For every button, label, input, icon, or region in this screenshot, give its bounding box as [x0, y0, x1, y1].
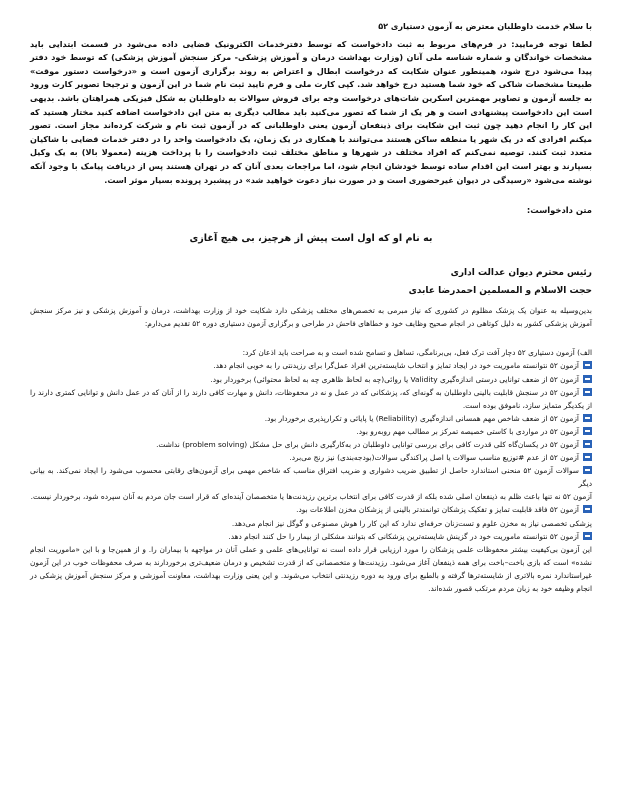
arrow-square-icon: [583, 414, 592, 422]
list-item-text: آزمون ۵۲ در مواردی با کاستی خصیصه تمرکز بر مطالب مهم روبه‌رو بود.: [356, 426, 579, 436]
list-item: [30, 451, 592, 464]
list-item: [30, 438, 592, 451]
arrow-square-icon: [583, 440, 592, 448]
petition-heading: به نام او که اول است پیش از هرچیز، بی هیچ آغازی: [189, 233, 433, 245]
list-item-text: سوالات آزمون ۵۲ منحنی استاندارد حاصل از تطبیق ضریب دشواری و ضریب افتراق مناسب که شاخص مهمی برای آزمون‌های رقابتی محسوب می‌شود را ایجاد نمی‌کند. به بیانی دیگر: [30, 466, 592, 489]
list-item-text: آزمون ۵۲ فاقد قابلیت تمایز و تفکیک پزشکان توانمندتر بالینی از پزشکان مخزن اطلاعات بود.: [296, 505, 579, 515]
petition-body: [30, 304, 592, 595]
list-item-text: آزمون ۵۲ از ضعف توانایی درستی اندازه‌گیری Validity یا روائی(چه به لحاظ ظاهری چه به لحاظ محتوائی) برخوردار بود.: [210, 374, 579, 384]
list-item: [30, 425, 592, 438]
arrow-square-icon: [583, 388, 592, 396]
addressee-name: حجت الاسلام و المسلمین احمدرضا عابدی: [408, 286, 592, 297]
arrow-square-icon: [583, 361, 592, 369]
list-item: [30, 359, 592, 372]
arrow-square-icon: [583, 427, 592, 435]
list-item-text: آزمون ۵۲ از عدم #توزیع مناسب سوالات یا اصل پراکندگی سوالات(بودجه‌بندی) نیز رنج می‌برد.: [289, 453, 579, 463]
intro-paragraph: لطفا توجه فرمایید: در فرم‌های مربوط به ثبت دادخواست که توسط دفترخدمات الکترونیک قضایی داده می‌شود در قسمت ابتدایی باید مشخصات خواندگان و شماره شناسه ملی آنان (وزارت بهداشت درمان و آموزش پزشکی- مرکز سنجش آموزش پزشکی) که توسط خود دفتر پیدا می‌شود درج شود، همینطور عنوان شکایت که درخواست ابطال و اعتراض به روند برگزاری آزمون است و «درخواست دستور موقت» طبیعتا مشخصات شاکی که خود شما هستید درج خواهد شد. کپی کارت ملی و فرم تایید ثبت نام شما در این آزمون و ترجیحا تصویر کارت ورود به جلسه آزمون و تصاویر مهمترین اسکرین شات‌های درخواست وجه برای فروش سوالات به داوطلبان به شکل فیزیکی همراهتان باشد. بدیهی است این دادخواست پیشنهادی است و هر یک از شما که تصور می‌کنید باید مطالب دیگری به متن این دادخواست اضافه کنید مختار هستید که این کار را انجام دهید چون ثبت این شکایت برای ذینفعان آزمون یعنی داوطلبانی که در آزمون ثبت نام و شرکت کرده‌اند مجاز است. تصور میکنم افرادی که در یک شهر یا منطقه ساکن هستند می‌توانند با همکاری در یک زمان، یک دادخواست واحد را در دفتر خدمات قضایی با شاکیان متعدد ثبت کنند. توصیه نمی‌کنم که افراد مختلف در شهرها و مناطق مختلف ثبت دادخواست را با پرداخت هزینه (معمولا بالا) به یک وکیل بسپارند و بهتر است این اقدام ساده توسط خودشان انجام شود، اما مراجعات بعدی آنان که در تهران هستند پس از دریافت پیامک با وجود آنکه نوشته می‌شود «رسیدگی در دیوان غیرحضوری است و در صورت نیاز دعوت خواهید شد» در پیشبرد پرونده بسیار موثر است.: [30, 38, 592, 185]
arrow-square-icon: [583, 453, 592, 461]
greeting: با سلام خدمت داوطلبان معترض به آزمون دستیاری ۵۲: [378, 21, 592, 31]
body-paragraph: این آزمون بی‌کیفیت بیشتر محفوظات علمی پزشکان را مورد ارزیابی قرار داده است نه توانایی‌های علمی و عملی آنان در مواجهه با بیماران را. و از همین‌جا و با این «ماموریت انجام نشده» است که بازی باخت–باخت برای همه ذینفعان آغاز می‌شود. رزیدنت‌ها و متخصصانی که از قدرت تشخیص و درمان ضعیف‌تری برخوردارند به صرف محفوظات خوب در این آزمون غیراستاندارد نمره بالاتری از شایسته‌ترها گرفته و بالطبع برای ورود به دوره رزیدنتی انتخاب می‌شوند. و این یعنی وزارت بهداشت، معاونت آموزشی و مرکز سنجش آموزش پزشکی در انجام وظیفه خود به زبان مردم مرتکب قصور شده‌اند.: [30, 544, 592, 593]
list-item-text: آزمون ۵۲ از ضعف شاخص مهم همسانی اندازه‌گیری (Reliability) یا پایائی و تکرارپذیری برخوردار بود.: [264, 413, 579, 423]
arrow-square-icon: [583, 532, 592, 540]
body-paragraph: پزشکی تخصصی نیاز به مخزن علوم و تست‌زنان حرفه‌ای ندارد که این کار را هوش مصنوعی و گوگل نیز انجام می‌دهد.: [231, 518, 592, 528]
body-paragraph: بدین‌وسیله به عنوان یک پزشک مظلوم در کشوری که نیاز مبرمی به تخصص‌های مختلف پزشکی دارد شکایت خود از وزارت بهداشت، درمان و آموزش پزشکی و نیز مرکز سنجش آموزش پزشکی کشور به دلیل کوتاهی در انجام صحیح وظایف خود و خطاهای فاحش در طراحی و برگزاری آزمون دستیاری دوره ۵۲ تقدیم می‌دارم:: [30, 306, 592, 329]
arrow-square-icon: [583, 466, 592, 474]
list-item: [30, 373, 592, 386]
list-item: [30, 530, 592, 543]
list-item-text: آزمون ۵۲ نتوانسته ماموریت خود در ایجاد تمایز و انتخاب شایسته‌ترین افراد عمل‌گرا برای رزیدنتی را به خوبی انجام دهد.: [213, 361, 579, 371]
arrow-square-icon: [583, 505, 592, 513]
addressee: [30, 264, 592, 300]
list-item: [30, 412, 592, 425]
section-alef: الف) آزمون دستیاری ۵۲ دچار آفت ترک فعل، بی‌برنامگی، تساهل و تسامح شده است و به صراحت باید اذعان کرد:: [242, 348, 592, 358]
list-item-text: آزمون ۵۲ نتوانسته ماموریت خود در گزینش شایسته‌ترین پزشکانی که بتوانند مشکلی از بیمار را حل کنند انجام دهد.: [228, 531, 579, 541]
addressee-title: رئیس محترم دیوان عدالت اداری: [450, 268, 592, 279]
body-paragraph: آزمون ۵۲ نه تنها باعث ظلم به ذینفعان اصلی شده بلکه از قدرت کافی برای انتخاب برترین رزیدنت‌ها یا متخصصان آینده‌ای که قرار است جان مردم به آنان سپرده شود، برخوردار نیست.: [30, 492, 592, 502]
list-item: [30, 503, 592, 516]
arrow-square-icon: [583, 375, 592, 383]
list-item-text: آزمون ۵۲ در یکسان‌گاه کلی قدرت کافی برای بررسی توانایی داوطلبان در به‌کارگیری دانش برای حل مشکل (problem solving) نداشت.: [156, 439, 579, 449]
list-item-text: آزمون ۵۲ در سنجش قابلیت بالینی داوطلبان به گونه‌ای که، پزشکانی که در عمل و نه در محفوظات، دانش و مهارت کافی دارند را از آنان که در عمل دانش و توانایی کمتری دارند را از یکدیگر متمایز سازد، ناموفق بوده است.: [30, 387, 592, 410]
petition-label: متن دادخواست:: [526, 205, 592, 216]
intro-section: [30, 20, 592, 187]
list-item: [30, 386, 592, 412]
list-item: [30, 464, 592, 490]
